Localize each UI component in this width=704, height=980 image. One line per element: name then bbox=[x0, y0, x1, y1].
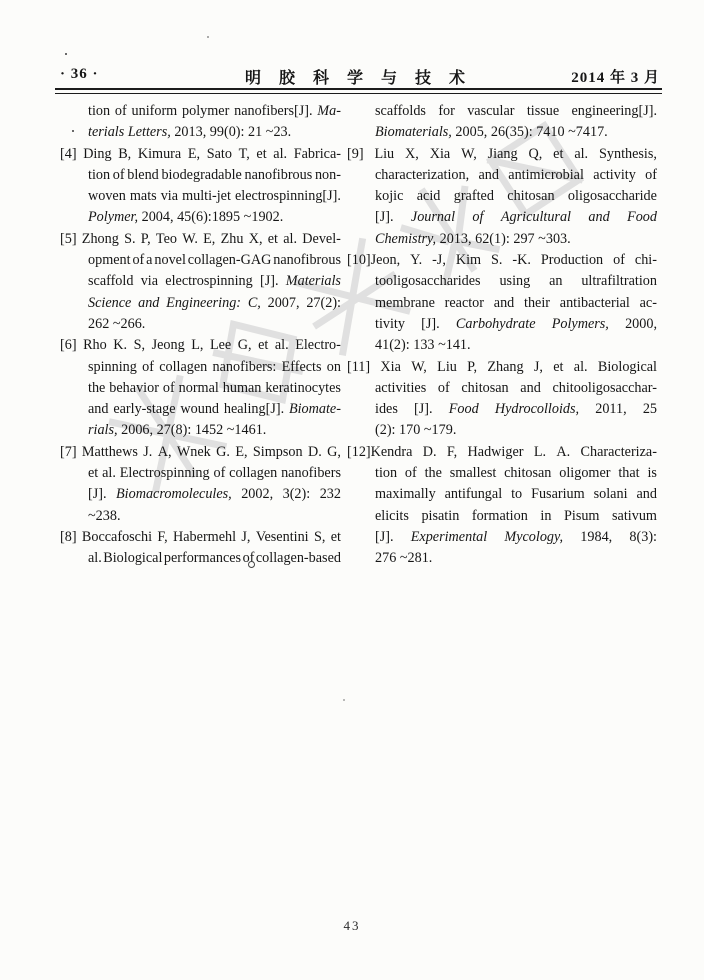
reference-line: [J]. Journal of Agricultural and Food bbox=[375, 209, 657, 226]
reference-line: rials, 2006, 27(8): 1452 ~1461. bbox=[88, 422, 267, 439]
reference-line: terials Letters, 2013, 99(0): 21 ~23. bbox=[88, 124, 292, 141]
reference-line: Science and Engineering: C, 2007, 27(2): bbox=[88, 294, 341, 311]
reference-line: [5] Zhong S. P, Teo W. E, Zhu X, et al. Devel- bbox=[60, 230, 341, 247]
reference-line: tooligosaccharides using an ultrafiltration bbox=[375, 273, 657, 290]
reference-line: 262 ~266. bbox=[88, 315, 146, 332]
reference-line: [J]. Experimental Mycology, 1984, 8(3): bbox=[375, 528, 657, 545]
page-header bbox=[57, 64, 660, 86]
header-double-rule bbox=[55, 88, 662, 94]
reference-line: characterization, and antimicrobial activity of bbox=[375, 166, 657, 183]
reference-line: woven mats via multi-jet electrospinning[J]. bbox=[88, 188, 341, 205]
reference-line: [11] Xia W, Liu P, Zhang J, et al. Biological bbox=[347, 358, 657, 375]
reference-line: Chemistry, 2013, 62(1): 297 ~303. bbox=[375, 230, 571, 247]
reference-line: and early-stage wound healing[J]. Biomate- bbox=[88, 401, 341, 418]
references-column-left bbox=[60, 101, 341, 570]
reference-line: ~238. bbox=[88, 507, 121, 524]
reference-line: tion of the smallest chitosan oligomer that is bbox=[375, 465, 657, 482]
reference-line: [4] Ding B, Kimura E, Sato T, et al. Fabrica- bbox=[60, 145, 341, 162]
reference-line: Biomaterials, 2005, 26(35): 7410 ~7417. bbox=[375, 124, 608, 141]
references-column-right bbox=[347, 101, 657, 570]
reference-line: membrane reactor and their antibacterial ac- bbox=[375, 294, 657, 311]
reference-line: [8] Boccafoschi F, Habermehl J, Vesentini S, et bbox=[60, 528, 341, 545]
reference-line: tivity [J]. Carbohydrate Polymers, 2000, bbox=[375, 315, 657, 332]
reference-line: kojic acid grafted chitosan oligosaccharide bbox=[375, 188, 657, 205]
references-section bbox=[60, 101, 657, 570]
journal-title: 明 胶 科 学 与 技 术 bbox=[244, 70, 473, 87]
reference-line: [7] Matthews J. A, Wnek G. E, Simpson D. G, bbox=[60, 443, 341, 460]
scan-speck bbox=[343, 699, 345, 701]
reference-line: Polymer, 2004, 45(6):1895 ~1902. bbox=[88, 209, 284, 226]
reference-line: tion of uniform polymer nanofibers[J]. Ma- bbox=[88, 103, 341, 119]
reference-line: [10]Jeon, Y. -J, Kim S. -K. Production of chi- bbox=[347, 252, 657, 269]
reference-line: 41(2): 133 ~141. bbox=[375, 337, 471, 354]
footer-page-number: 43 bbox=[343, 918, 361, 933]
reference-line: [6] Rho K. S, Jeong L, Lee G, et al. Electro- bbox=[60, 337, 341, 354]
reference-line: scaffold via electrospinning [J]. Materials bbox=[88, 273, 341, 290]
reference-line: opment of a novel collagen-GAG nanofibrous bbox=[88, 252, 341, 269]
reference-line: maximally antifungal to Fusarium solani and bbox=[375, 486, 657, 503]
reference-line: spinning of collagen nanofibers: Effects on bbox=[88, 358, 341, 375]
reference-line: tion of blend biodegradable nanofibrous non- bbox=[88, 166, 341, 183]
reference-line: (2): 170 ~179. bbox=[375, 422, 457, 439]
reference-line: activities of chitosan and chitooligosacchar- bbox=[375, 379, 657, 396]
reference-line: scaffolds for vascular tissue engineering[J]. bbox=[375, 103, 657, 119]
reference-line: [12]Kendra D. F, Hadwiger L. A. Characteriza- bbox=[347, 443, 657, 460]
reference-line: elicits pisatin formation in Pisum sativum bbox=[375, 507, 657, 524]
reference-line: [J]. Biomacromolecules, 2002, 3(2): 232 bbox=[88, 486, 341, 503]
reference-line: al. Biological performances of collagen-based bbox=[88, 550, 341, 567]
scan-speck bbox=[248, 561, 255, 568]
reference-line: [9] Liu X, Xia W, Jiang Q, et al. Synthesis, bbox=[347, 145, 657, 162]
scan-speck bbox=[207, 36, 209, 38]
reference-line: ides [J]. Food Hydrocolloids, 2011, 25 bbox=[375, 401, 657, 418]
header-page-number: · 36 · bbox=[60, 66, 99, 82]
reference-line: the behavior of normal human keratinocytes bbox=[88, 379, 341, 396]
issue-date: 2014 年 3 月 bbox=[571, 70, 660, 86]
reference-line: et al. Electrospinning of collagen nanofibers bbox=[88, 465, 341, 482]
scan-speck bbox=[65, 53, 67, 55]
reference-line: 276 ~281. bbox=[375, 550, 433, 567]
scan-speck bbox=[72, 130, 74, 132]
